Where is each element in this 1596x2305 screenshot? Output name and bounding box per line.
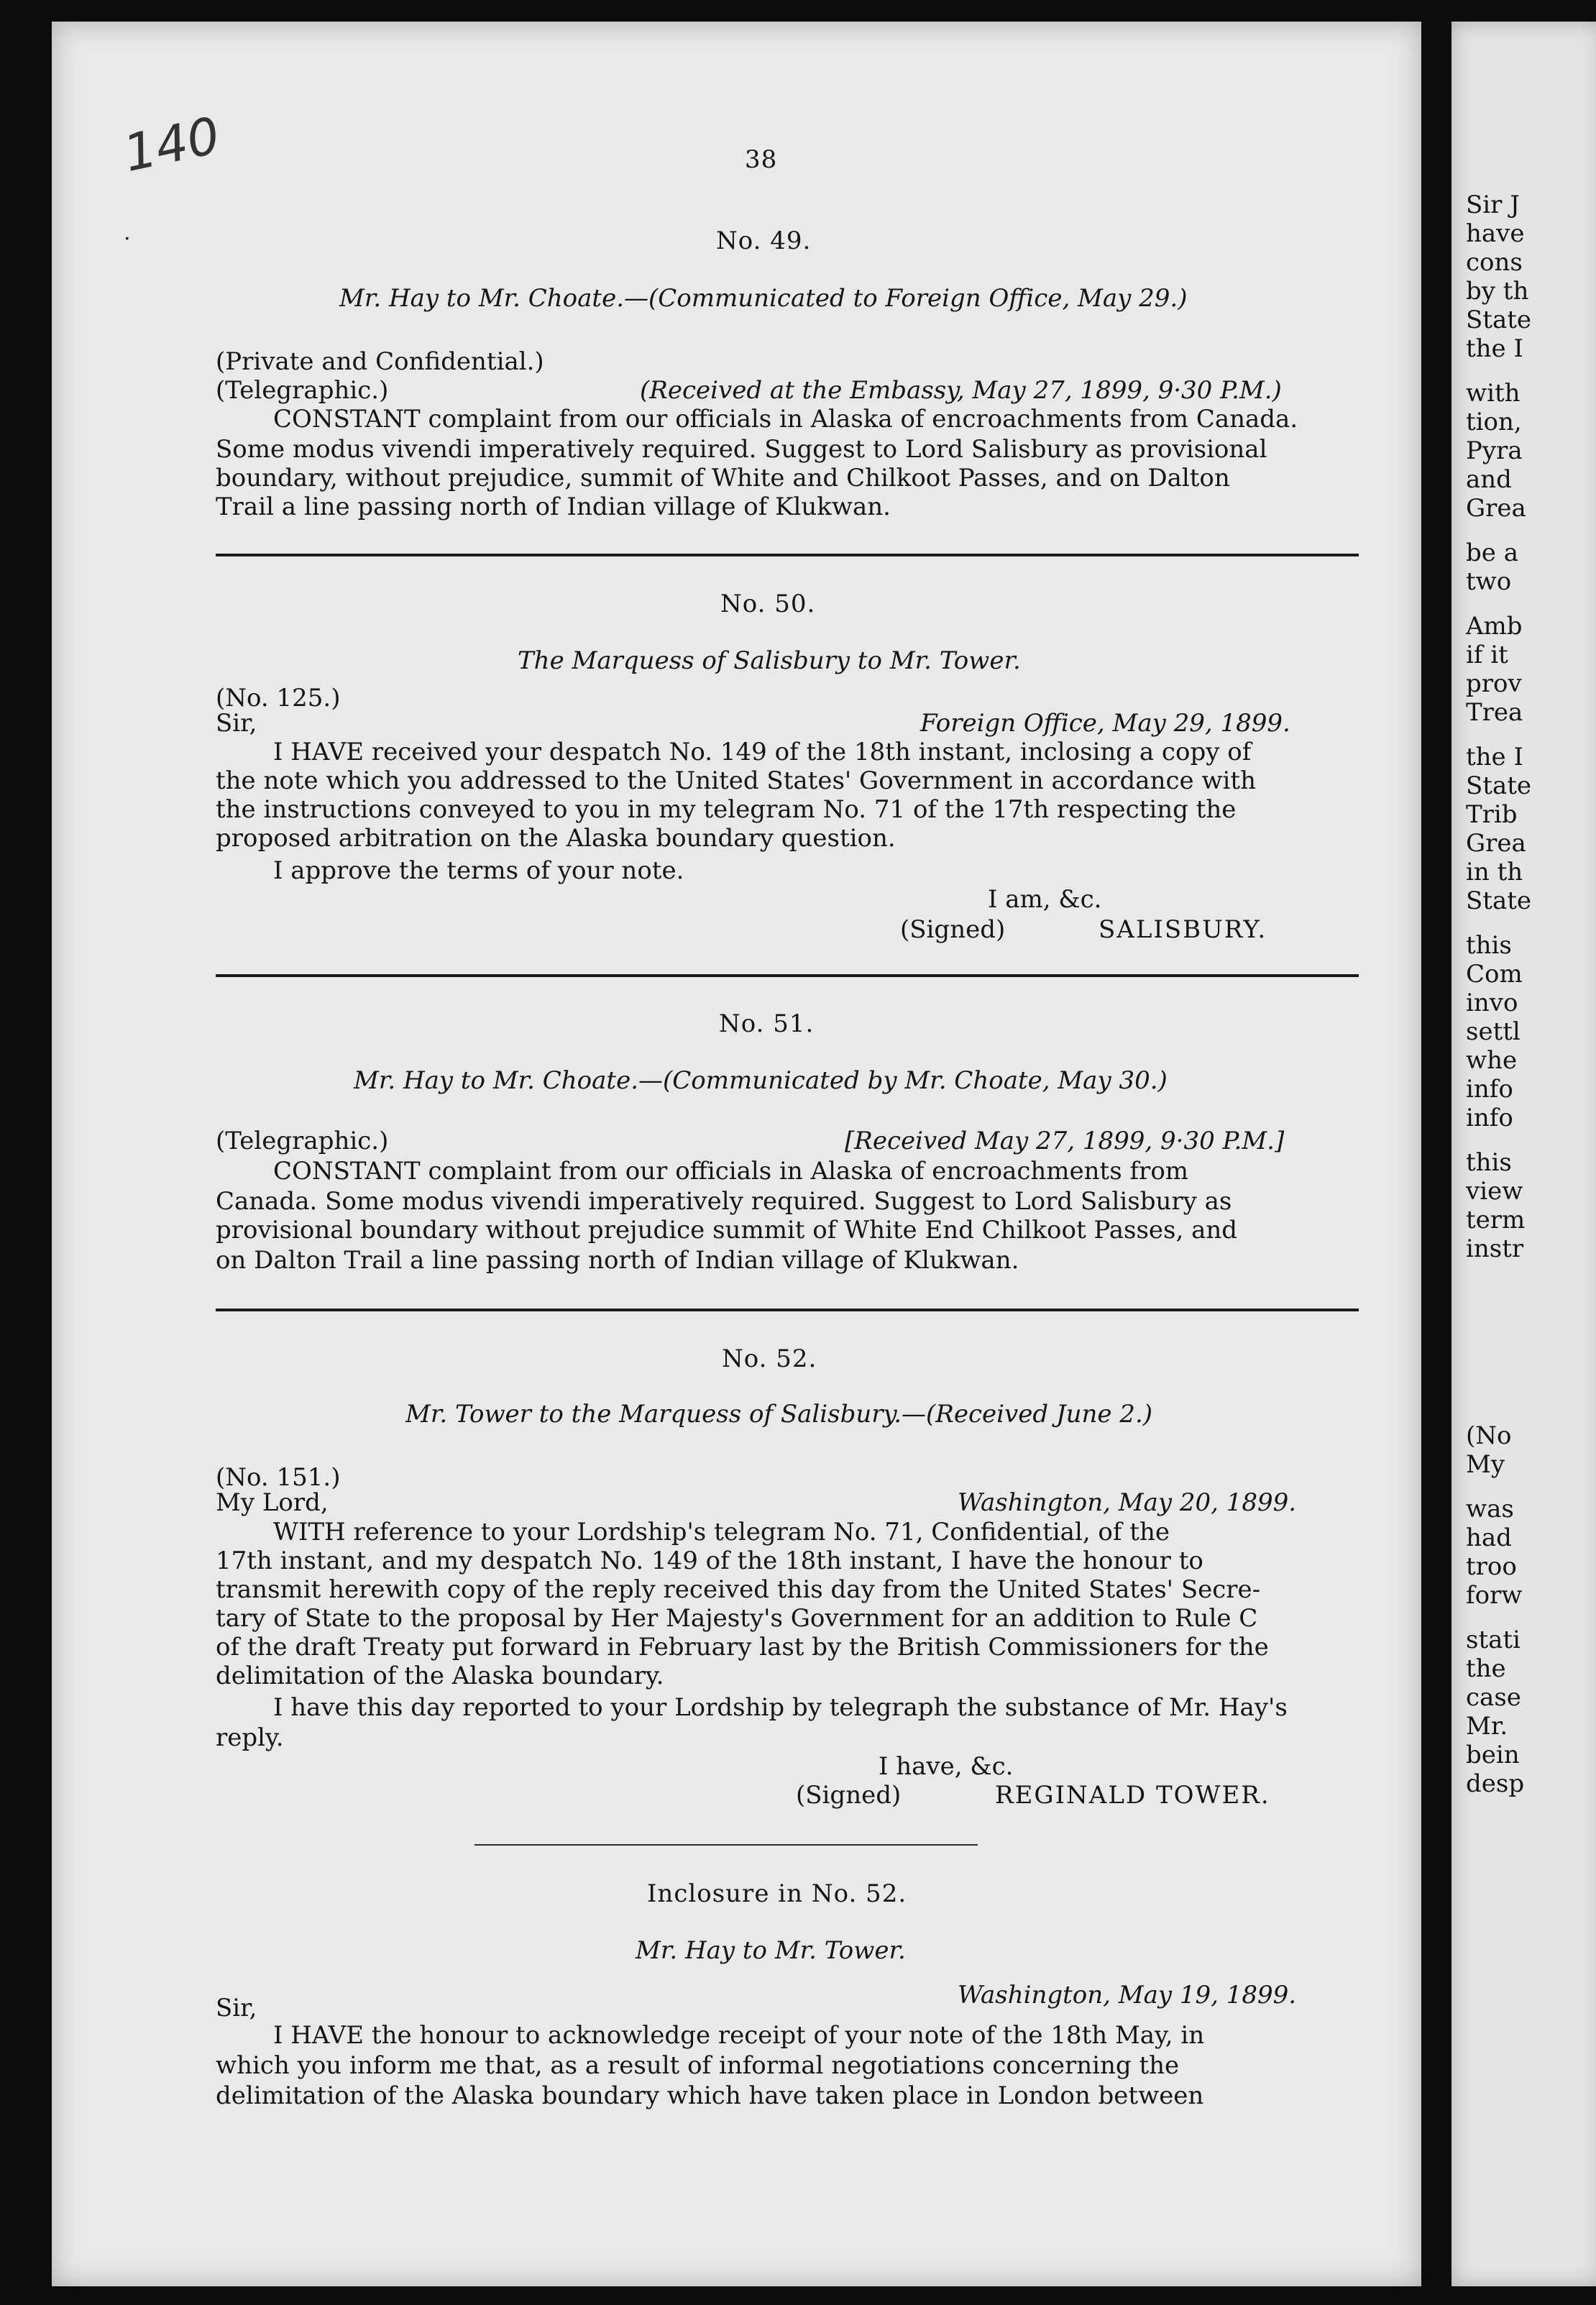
right-page-fragment: this <box>1466 931 1512 960</box>
section-50-body-line: I HAVE received your despatch No. 149 of the 18th instant, inclosing a copy of <box>273 738 1252 766</box>
section-51-body-line: on Dalton Trail a line passing north of Indian village of Klukwan. <box>216 1246 1019 1275</box>
right-page-fragment: case <box>1466 1683 1521 1712</box>
right-page-fragment: in th <box>1466 858 1523 886</box>
page-gutter <box>1421 0 1451 2305</box>
inclosure-body-line: which you inform me that, as a result of informal negotiations concerning the <box>216 2051 1180 2080</box>
section-50-body-line: I approve the terms of your note. <box>273 856 684 885</box>
right-page-fragment: desp <box>1466 1769 1525 1798</box>
section-49-body-line: CONSTANT complaint from our officials in Alaska of encroachments from Canada. <box>273 405 1298 434</box>
right-page-fragment: settl <box>1466 1017 1521 1046</box>
section-divider <box>216 974 1359 977</box>
section-51-body-line: provisional boundary without prejudice summit of White End Chilkoot Passes, and <box>216 1216 1238 1245</box>
section-50-body-line: proposed arbitration on the Alaska boundary question. <box>216 824 896 853</box>
section-51-body-line: CONSTANT complaint from our officials in Alaska of encroachments from <box>273 1157 1189 1186</box>
right-page-fragment: Trea <box>1466 698 1523 727</box>
section-49-body-line: boundary, without prejudice, summit of White and Chilkoot Passes, and on Dalton <box>216 464 1230 492</box>
section-52-dateline: Washington, May 20, 1899. <box>958 1488 1297 1517</box>
handwritten-page-note: 140 <box>118 106 225 183</box>
ink-speck: · <box>124 226 131 252</box>
section-49-number: No. 49. <box>716 226 812 255</box>
right-page-fragment: Pyra <box>1466 436 1523 465</box>
section-52-salutation: My Lord, <box>216 1488 329 1517</box>
right-page-fragment: (No <box>1466 1421 1512 1450</box>
section-52-number: No. 52. <box>722 1344 817 1373</box>
section-52-despatch-number: (No. 151.) <box>216 1463 341 1492</box>
right-page-fragment: Grea <box>1466 829 1526 858</box>
section-50-signed: (Signed) <box>900 915 1006 944</box>
inclosure-body-line: delimitation of the Alaska boundary which have taken place in London between <box>216 2081 1204 2110</box>
section-50-salutation: Sir, <box>216 709 257 738</box>
section-52-body-line: tary of State to the proposal by Her Majesty's Government for an addition to Rule C <box>216 1604 1258 1633</box>
right-page-fragment: two <box>1466 567 1512 596</box>
right-page-fragment: view <box>1466 1177 1523 1206</box>
section-51-type: (Telegraphic.) <box>216 1127 389 1155</box>
section-52-signature: REGINALD TOWER. <box>995 1781 1270 1810</box>
section-52-body-line: delimitation of the Alaska boundary. <box>216 1662 664 1690</box>
right-page-fragment: if it <box>1466 641 1508 669</box>
right-page-fragment: Com <box>1466 960 1523 989</box>
right-page-fragment: the I <box>1466 743 1523 771</box>
section-51-received: [Received May 27, 1899, 9·30 P.M.] <box>845 1127 1285 1155</box>
right-page-fragment: cons <box>1466 248 1523 277</box>
section-50-dateline: Foreign Office, May 29, 1899. <box>920 709 1290 738</box>
section-50-closing: I am, &c. <box>988 885 1102 914</box>
right-page-fragment: be a <box>1466 539 1518 567</box>
right-page-edge <box>1451 22 1596 2286</box>
inclosure-divider <box>474 1844 978 1846</box>
section-52-closing: I have, &c. <box>879 1752 1014 1781</box>
section-divider <box>216 554 1359 556</box>
right-page-fragment: instr <box>1466 1234 1524 1263</box>
right-page-fragment: have <box>1466 219 1525 248</box>
section-49-body-line: Some modus vivendi imperatively required. Suggest to Lord Salisbury as provisional <box>216 435 1267 464</box>
right-page-fragment: the <box>1466 1654 1506 1683</box>
right-page-fragment: and <box>1466 465 1512 494</box>
left-page <box>52 22 1421 2286</box>
right-page-fragment: State <box>1466 306 1532 334</box>
section-51-heading: Mr. Hay to Mr. Choate.—(Communicated by Mr. Choate, May 30.) <box>354 1066 1168 1095</box>
page-number: 38 <box>745 145 778 174</box>
right-page-fragment: info <box>1466 1075 1513 1104</box>
right-page-fragment: whe <box>1466 1046 1518 1075</box>
right-page-fragment: was <box>1466 1495 1514 1523</box>
right-page-fragment: invo <box>1466 989 1518 1017</box>
section-49-body-line: Trail a line passing north of Indian village of Klukwan. <box>216 492 891 521</box>
section-divider <box>216 1309 1359 1311</box>
right-page-fragment: bein <box>1466 1741 1520 1769</box>
section-50-despatch-number: (No. 125.) <box>216 684 341 712</box>
right-page-fragment: with <box>1466 379 1521 408</box>
inclosure-title: Inclosure in No. 52. <box>647 1879 907 1908</box>
section-50-signature: SALISBURY. <box>1099 915 1267 944</box>
section-52-body-line: reply. <box>216 1723 284 1752</box>
right-page-fragment: forw <box>1466 1581 1523 1610</box>
section-52-body-line: 17th instant, and my despatch No. 149 of the 18th instant, I have the honour to <box>216 1546 1203 1575</box>
section-52-body-line: transmit herewith copy of the reply received this day from the United States' Secre- <box>216 1575 1261 1604</box>
section-49-received: (Received at the Embassy, May 27, 1899, 9·30 P.M.) <box>640 376 1282 405</box>
right-page-fragment: State <box>1466 771 1532 800</box>
section-52-signed: (Signed) <box>796 1781 902 1810</box>
section-51-number: No. 51. <box>719 1009 815 1038</box>
inclosure-heading: Mr. Hay to Mr. Tower. <box>636 1936 906 1965</box>
inclosure-salutation: Sir, <box>216 1994 257 2022</box>
right-page-fragment: tion, <box>1466 408 1522 436</box>
right-page-fragment: term <box>1466 1206 1526 1234</box>
right-page-fragment: by th <box>1466 277 1529 306</box>
inclosure-body-line: I HAVE the honour to acknowledge receipt of your note of the 18th May, in <box>273 2021 1205 2050</box>
right-page-fragment: info <box>1466 1104 1513 1132</box>
right-page-fragment: State <box>1466 886 1532 915</box>
right-page-fragment: My <box>1466 1450 1505 1479</box>
inclosure-dateline: Washington, May 19, 1899. <box>958 1981 1297 2010</box>
section-50-body-line: the note which you addressed to the United States' Government in accordance with <box>216 766 1256 795</box>
section-49-marking: (Private and Confidential.) <box>216 347 544 376</box>
section-49-heading: Mr. Hay to Mr. Choate.—(Communicated to Foreign Office, May 29.) <box>339 284 1188 313</box>
right-page-fragment: troo <box>1466 1552 1517 1581</box>
right-page-fragment: Amb <box>1466 612 1523 641</box>
right-page-fragment: Grea <box>1466 494 1526 523</box>
right-page-fragment: had <box>1466 1523 1512 1552</box>
section-50-heading: The Marquess of Salisbury to Mr. Tower. <box>518 646 1021 675</box>
right-page-fragment: prov <box>1466 669 1522 698</box>
section-51-body-line: Canada. Some modus vivendi imperatively required. Suggest to Lord Salisbury as <box>216 1187 1232 1216</box>
right-page-fragment: the I <box>1466 334 1523 363</box>
right-page-fragment: stati <box>1466 1626 1521 1654</box>
section-52-heading: Mr. Tower to the Marquess of Salisbury.—(Received June 2.) <box>405 1400 1153 1429</box>
right-page-fragment: Mr. <box>1466 1712 1508 1741</box>
right-page-fragment: Trib <box>1466 800 1518 829</box>
section-52-body-line: I have this day reported to your Lordship by telegraph the substance of Mr. Hay's <box>273 1693 1288 1722</box>
section-52-body-line: of the draft Treaty put forward in February last by the British Commissioners for the <box>216 1633 1269 1662</box>
section-52-body-line: WITH reference to your Lordship's telegram No. 71, Confidential, of the <box>273 1518 1170 1546</box>
section-50-number: No. 50. <box>720 590 816 618</box>
right-page-fragment: this <box>1466 1148 1512 1177</box>
section-49-type: (Telegraphic.) <box>216 376 389 405</box>
right-page-fragment: Sir J <box>1466 191 1520 219</box>
section-50-body-line: the instructions conveyed to you in my telegram No. 71 of the 17th respecting the <box>216 795 1237 824</box>
